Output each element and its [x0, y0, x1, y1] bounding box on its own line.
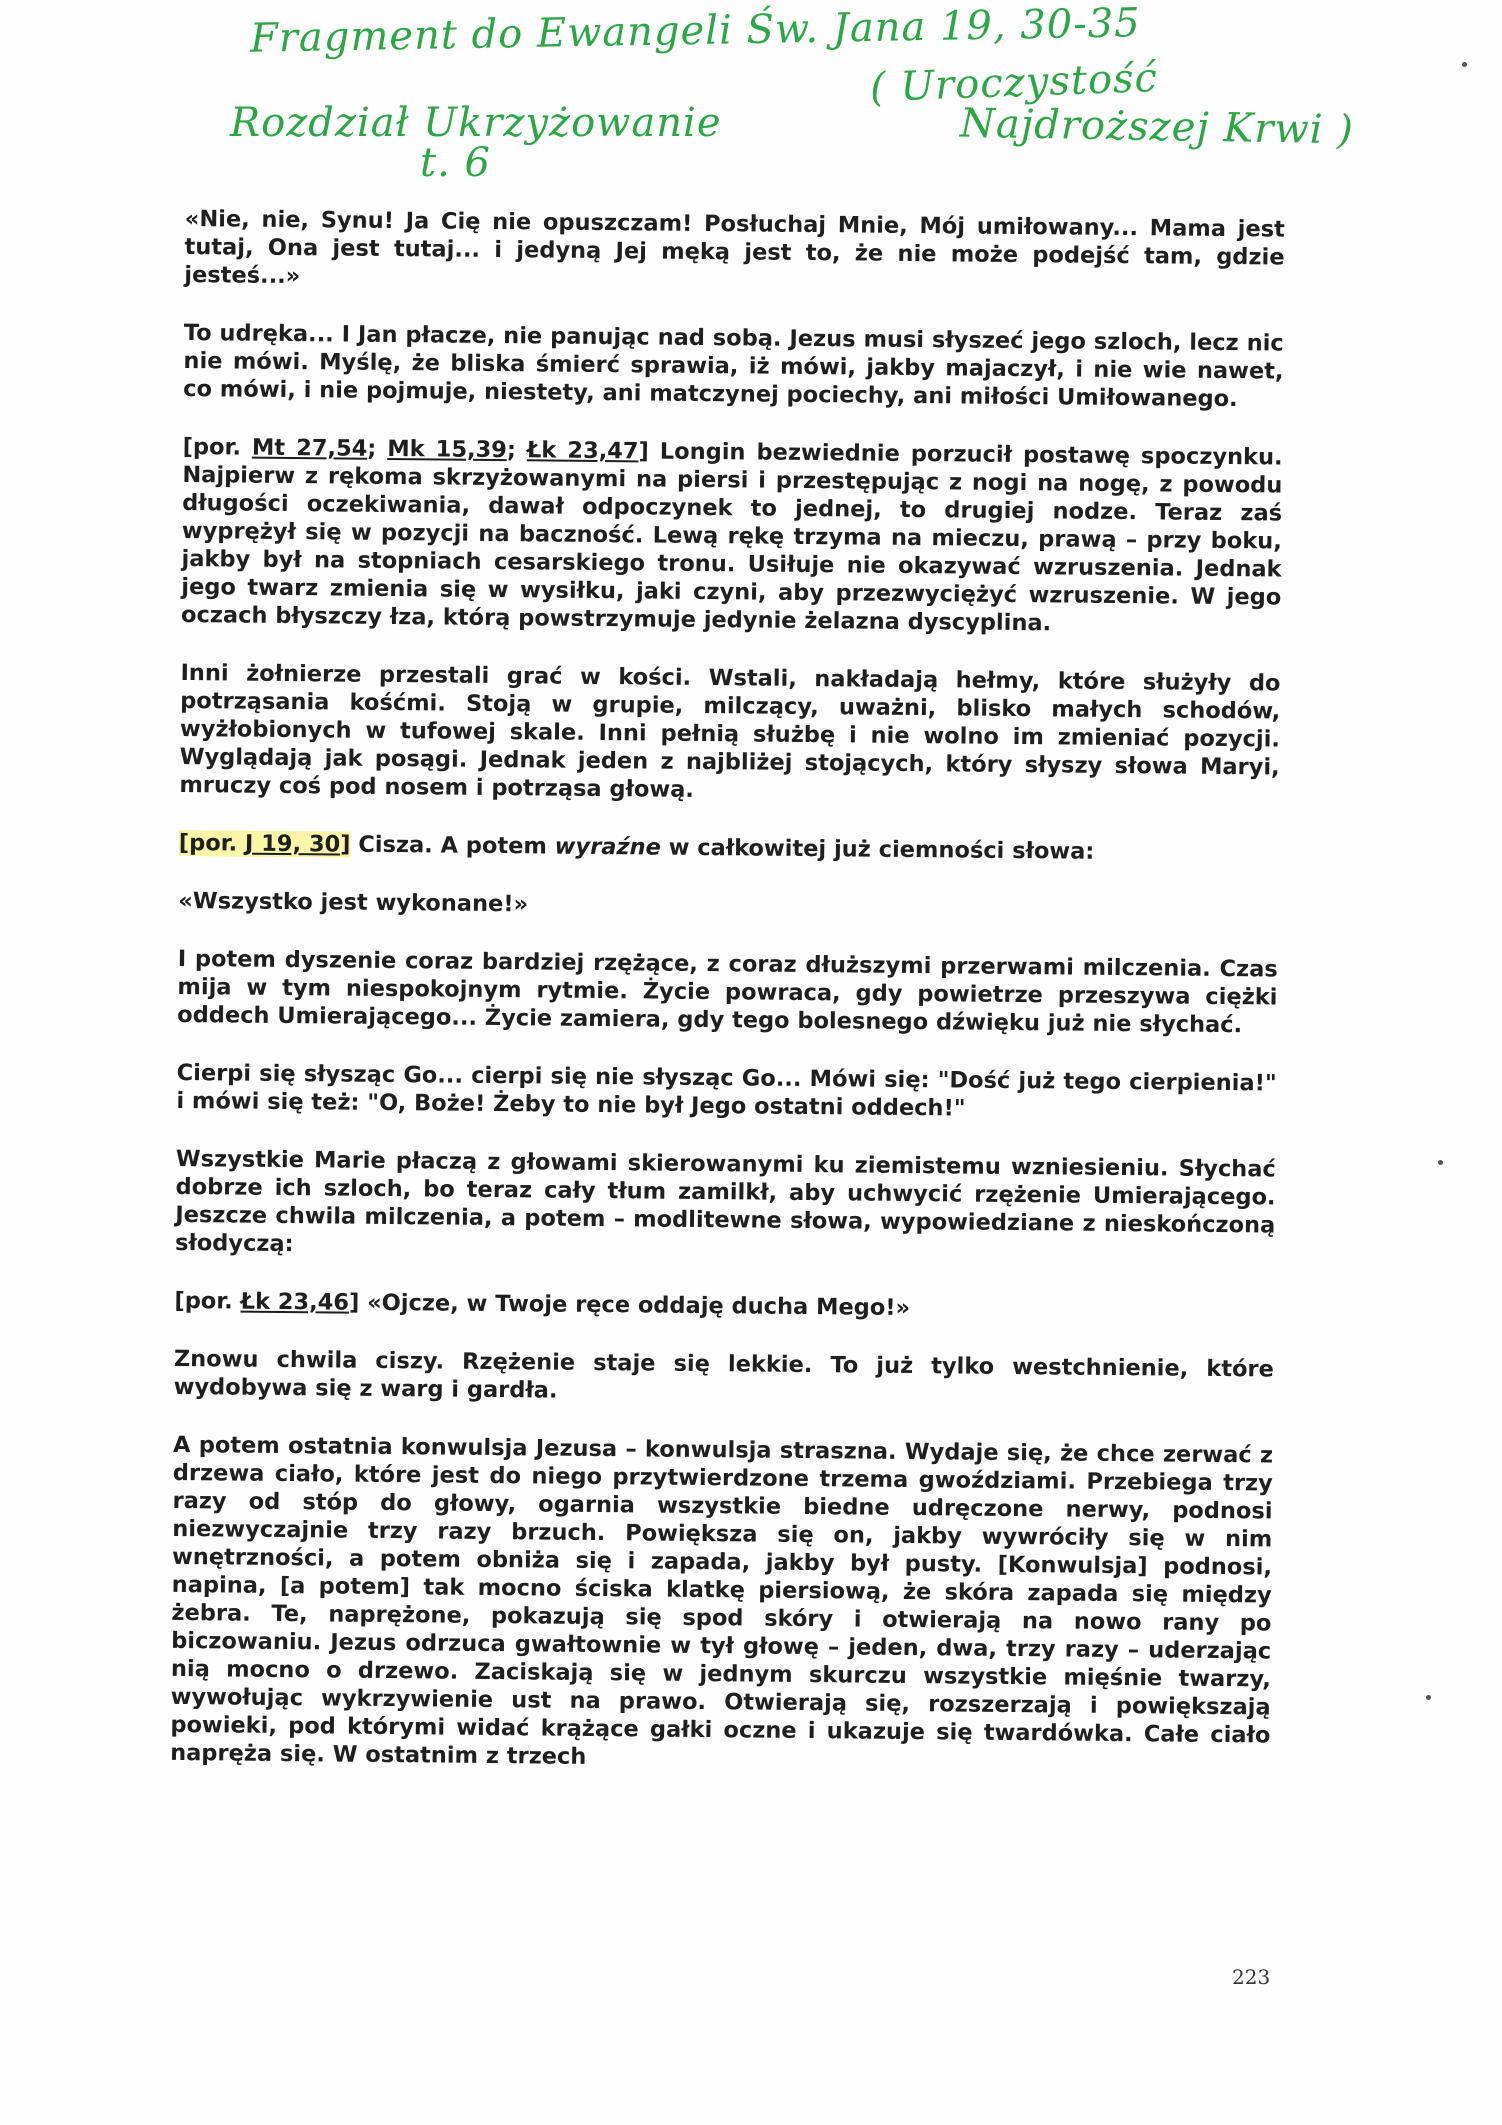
reference-open: [por.	[182, 433, 253, 461]
handwritten-annotation-feast-name: Najdroższej Krwi )	[959, 100, 1355, 154]
handwritten-annotation-feast: ( Uroczystość	[869, 54, 1159, 112]
paragraph-mother-words: «Nie, nie, Synu! Ja Cię nie opuszczam! Posłuchaj Mnie, Mój umiłowany... Mama jest tutaj, Ona jest tutaj... i jedyną Jej męką jest to, że nie może podejść tam, gdzie jesteś...»	[184, 205, 1285, 290]
emphasized-word: wyraźne	[554, 833, 661, 861]
paragraph-text: «Ojcze, w Twoje ręce oddaję ducha Mego!»	[359, 1289, 911, 1322]
scan-speck	[1426, 1695, 1431, 1700]
paragraph-suffering: Cierpi się słysząc Go... cierpi się nie słysząc Go... Mówi się: "Dość już tego cierpienia!" i mówi się też: "O, Boże! Żeby to nie był Jego ostatni oddech!"	[176, 1059, 1277, 1122]
document-body	[170, 205, 1285, 1807]
paragraph-father-into-your-hands	[174, 1287, 1274, 1326]
reference-link-lk-46[interactable]: Łk 23,46	[240, 1288, 350, 1316]
highlighted-reference	[179, 830, 351, 858]
reference-open: [por.	[174, 1287, 241, 1315]
reference-separator: ;	[367, 435, 388, 462]
paragraph-marys-weep: Wszystkie Marie płaczą z głowami skierowanymi ku ziemistemu wzniesieniu. Słychać dobrze ich szloch, bo teraz cały tłum zamilkł, aby uchwycić rzężenie Umierającego. Jeszcze chwila milczenia, a potem – modlitewne słowa, wypowiedziane z nieskończoną słodyczą:	[174, 1145, 1276, 1258]
reference-link-lk[interactable]: Łk 23,47	[526, 437, 639, 465]
paragraph-text: Longin bezwiednie porzucił postawę spoczynku. Najpierw z rękoma skrzyżowanymi na piersi i przestępując z nogi na nogę, z powodu długości oczekiwania, dawał odpoczynek to jednej, to drugiej nodze. Teraz zaś wyprężył się w pozycji na baczność. Lewą rękę trzyma na mieczu, prawą – przy boku, jakby był na stopniach cesarskiego tronu. Usiłuje nie okazywać wzruszenia. Jednak jego twarz zmienia się w wysiłku, jaki czyni, aby przezwyciężyć wzruszenie. W jego oczach błyszczy łza, którą powstrzymuje jedynie żelazna dyscyplina.	[180, 438, 1283, 637]
reference-close: ]	[340, 831, 351, 858]
paragraph-breathing: I potem dyszenie coraz bardziej rzężące, z coraz dłuższymi przerwami milczenia. Czas mija w tym niespokojnym rytmie. Życie powraca, gdy powietrze przeszywa ciężki oddech Umierającego... Życie zamiera, gdy tego bolesnego dźwięku już nie słychać.	[177, 945, 1278, 1039]
reference-close: ]	[348, 1289, 360, 1316]
paragraph-longinus	[181, 433, 1283, 640]
page-number: 223	[1232, 1965, 1271, 1989]
handwritten-annotation-volume: t. 6	[420, 140, 491, 186]
paragraph-soldiers: Inni żołnierze przestali grać w kości. Wstali, nakładają hełmy, które służyły do potrząsania kośćmi. Stoją w grupie, milczący, uważni, blisko małych schodów, wyżłobionych w tufowej skale. Inni pełnią służbę i nie wolno im zmieniać pozycji. Wyglądają jak posągi. Jednak jeden z najbliżej stojących, który słyszy słowa Maryi, mruczy coś pod nosem i potrząsa głową.	[179, 659, 1281, 803]
handwritten-annotation-chapter: Rozdział Ukrzyżowanie	[230, 100, 722, 146]
reference-link-mt[interactable]: Mt 27,54	[251, 434, 368, 462]
reference-open: [por.	[178, 829, 246, 857]
reference-close: ]	[638, 438, 649, 465]
reference-link-j[interactable]: J 19, 30	[244, 830, 341, 858]
paragraph-text: w całkowitej już ciemności słowa:	[660, 834, 1095, 865]
reference-separator: ;	[506, 437, 528, 464]
paragraph-john-weeps: To udręka... I Jan płacze, nie panując nad sobą. Jezus musi słyszeć jego szloch, lecz nic nie mówi. Myślę, że bliska śmierć sprawia, iż mówi, jakby majaczył, i nie wie nawet, co mówi, i nie pojmuje, niestety, ani matczynej pociechy, ani miłości Umiłowanego.	[183, 319, 1284, 413]
paragraph-silence	[179, 829, 1279, 868]
paragraph-text: Cisza. A potem	[350, 831, 555, 860]
scan-speck	[1438, 1160, 1443, 1165]
paragraph-last-convulsion: A potem ostatnia konwulsja Jezusa – konwulsja straszna. Wydaje się, że chce zerwać z drzewa ciało, które jest do niego przytwierdzone trzema gwoździami. Przebiega trzy razy od stóp do głowy, ogarnia wszystkie biedne udręczone nerwy, podnosi niezwyczajnie trzy razy brzuch. Powiększa się on, jakby wywróciły się w nim wnętrzności, a potem obniża się i zapada, jakby był pusty. [Konwulsja] podnosi, napina, [a potem] tak mocno ściska klatkę piersiową, że skóra zapada się między żebra. Te, naprężone, pokazują się spod skóry i otwierają na nowo rany po biczowaniu. Jezus odrzuca gwałtownie w tył głowę – jeden, dwa, trzy razy – uderzając nią mocno o drzewo. Zaciskają się w jednym skurczu wszystkie mięśnie twarzy, wywołując wykrzywienie ust na prawo. Otwierają się, rozszerzają i powiększają powieki, pod którymi widać krążące gałki oczne i ukazuje się twardówka. Całe ciało napręża się. W ostatnim z trzech	[170, 1431, 1274, 1770]
paragraph-it-is-finished: «Wszystko jest wykonane!»	[178, 887, 529, 918]
handwritten-annotation-title: Fragment do Ewangeli Św. Jana 19, 30-35	[249, 0, 1142, 62]
paragraph-sigh: Znowu chwila ciszy. Rzężenie staje się lekkie. To już tylko westchnienie, które wydobywa się z warg i gardła.	[173, 1345, 1274, 1404]
reference-link-mk[interactable]: Mk 15,39	[387, 435, 508, 464]
scan-speck	[1462, 62, 1467, 67]
